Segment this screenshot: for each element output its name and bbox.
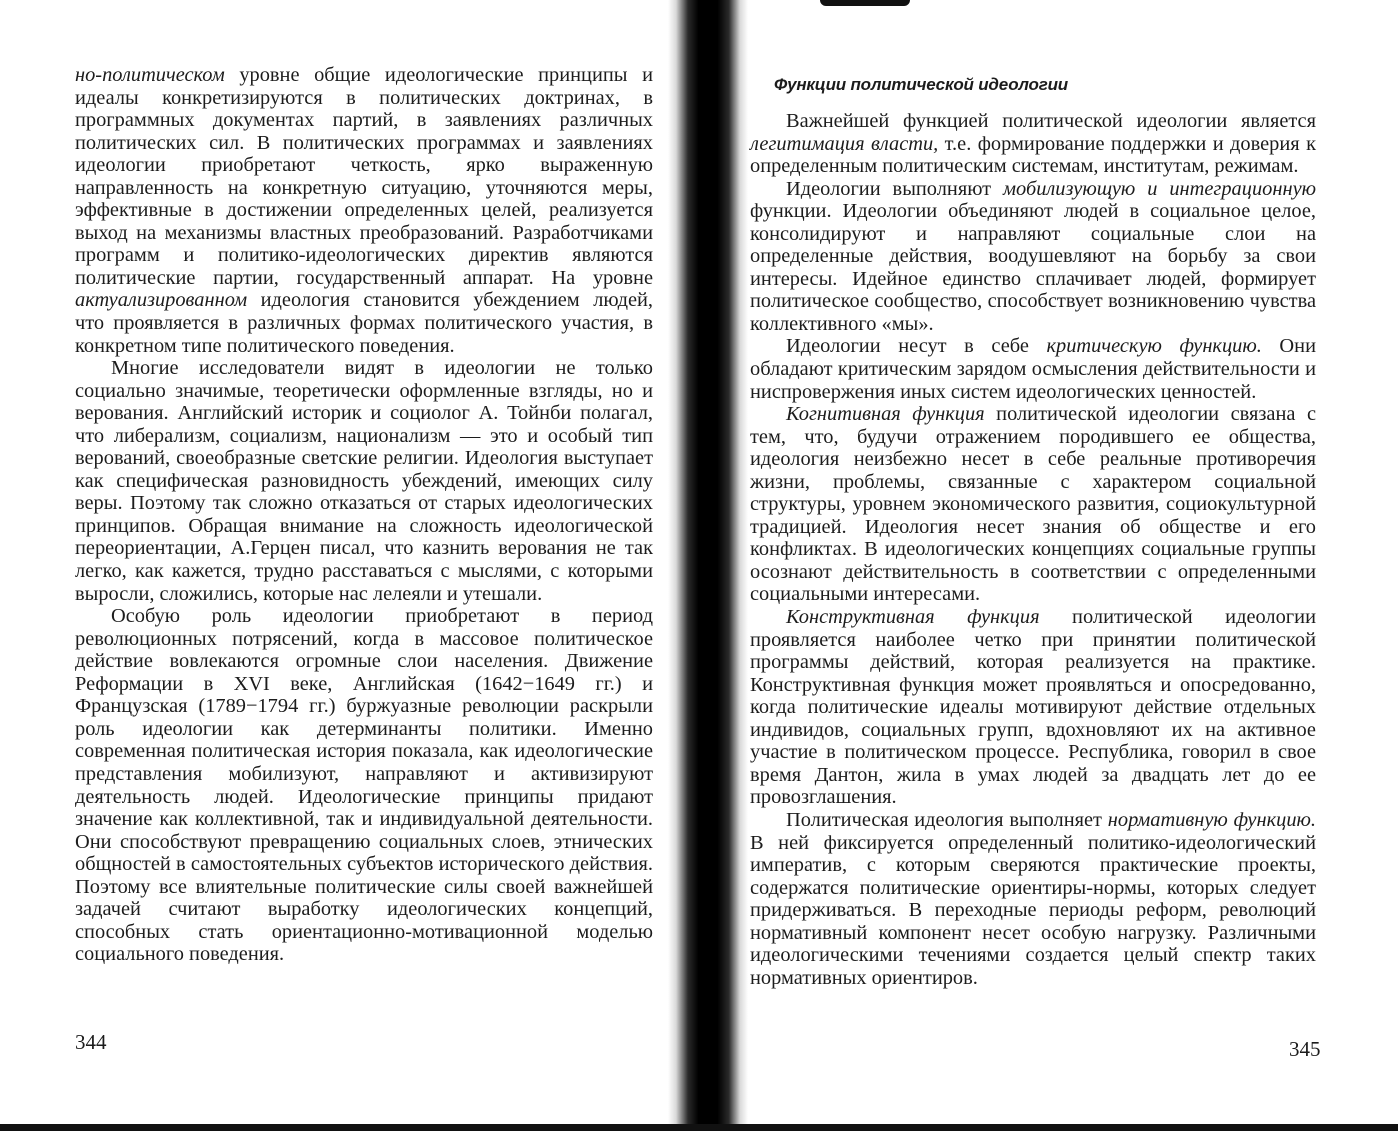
paragraph-text: политической идеологии связана с тем, что, будучи отражением породившего ее общества, идеология неизбежно несет в себе реальные противоречия жизни, проблемы, связанные с характером социальной структуры, уровнем экономического развития, социокультурной традицией. Идеология несет знания об обществе и его конфликтах. В идеологических концепциях социальные группы осознают действительность в соответствии с определенными социальными интересами. xyxy=(750,403,1316,606)
right-paragraph-5 xyxy=(750,606,1316,809)
paragraph-text: Идеологии несут в себе xyxy=(786,335,1047,358)
italic-term: но-политическом xyxy=(75,64,225,86)
right-page xyxy=(750,64,1316,989)
paragraph-text: Они обладают критическим зарядом осмысления действительности и ниспровержения иных систем идеологических ценностей. xyxy=(750,335,1316,403)
paragraph-text: политической идеологии проявляется наиболее четко при принятии политической программы действий, которая реализуется на практике. Конструктивная функция может проявляться и опосредованно, когда политические идеалы мотивируют действие отдельных индивидов, социальных групп, вдохновляют их на активное участие в политическом процессе. Республика, говорил в свое время Дантон, жила в умах людей за двадцать лет до ее провозглашения. xyxy=(750,606,1316,809)
paragraph-text: т.е. формирование поддержки и доверия к определенным политическим системам, институтам, режимам. xyxy=(750,132,1316,178)
scan-artifact xyxy=(820,0,910,6)
paragraph-text: В ней фиксируется определенный политико-идеологический императив, с которым сверяются практические проекты, содержатся политические ориентиры-нормы, которых следует придерживаться. В переходные периоды реформ, революций нормативный компонент несет особую нагрузку. Различными идеологическими течениями создается целый спектр таких нормативных ориентиров. xyxy=(750,831,1316,989)
page-number-left: 344 xyxy=(75,1030,107,1054)
paragraph-text: идеология становится убеждением людей, что проявляется в различных формах политического участия, в конкретном типе политического поведения. xyxy=(75,289,653,357)
italic-term: нормативную функцию. xyxy=(1107,808,1316,831)
left-paragraph-1 xyxy=(75,64,653,357)
scan-edge xyxy=(0,1124,1398,1131)
left-paragraph-2: Многие исследователи видят в идеологии не только социально значимые, теоретически оформленные взгляды, но и верования. Английский историк и социолог А. Тойнби полагал, что либерализм, социализм, национализм — это и особый тип верований, своеобразные светские религии. Идеология выступает как специфическая разновидность убеждений, имеющих силу веры. Поэтому так сложно отказаться от старых идеологических принципов. Обращая внимание на сложность идеологической переориентации, А.Герцен писал, что казнить верования не так легко, как кажется, трудно расставаться с мыслями, с которыми выросли, сложились, которые нас лелеяли и утешали. xyxy=(75,357,653,605)
right-paragraph-3 xyxy=(750,335,1316,403)
right-paragraph-6 xyxy=(750,809,1316,989)
italic-term: критическую функцию. xyxy=(1046,335,1262,358)
paragraph-text: уровне общие идеологические принципы и идеалы конкретизируются в политических доктринах, в программных документах партий, в заявлениях различных политических сил. В политических программах и заявлениях идеологии приобретают четкость, ярко выраженную направленность на конкретную ситуацию, уточняются меры, эффективные в достижении определенных целей, реализуется выход на механизмы властных преобразований. Разработчиками программ и политико-идеологических директив являются политические партии, государственный аппарат. На уровне xyxy=(75,64,653,289)
paragraph-text: Важнейшей функцией политической идеологии является xyxy=(786,110,1316,132)
italic-term: Когнитивная функция xyxy=(786,403,985,426)
right-paragraph-2 xyxy=(750,178,1316,336)
section-heading: Функции политической идеологии xyxy=(774,75,1068,94)
italic-term: легитимация власти, xyxy=(750,132,939,155)
page-number-right: 345 xyxy=(1289,1037,1321,1061)
italic-term: Конструктивная функция xyxy=(786,606,1040,629)
italic-term: актуализированном xyxy=(75,289,248,312)
book-gutter xyxy=(668,0,748,1131)
italic-term: мобилизующую и интеграционную xyxy=(1003,177,1316,200)
paragraph-text: Политическая идеология выполняет xyxy=(786,808,1108,831)
left-page xyxy=(75,64,653,966)
right-paragraph-1 xyxy=(750,110,1316,178)
right-paragraph-4 xyxy=(750,403,1316,606)
paragraph-text: функции. Идеологии объединяют людей в социальное целое, консолидируют и направляют социальные слои на определенные действия, воодушевляют на борьбу за свои интересы. Идейное единство сплачивает людей, формирует политическое сообщество, способствует возникновению чувства коллективного «мы». xyxy=(750,200,1316,335)
paragraph-text: Идеологии выполняют xyxy=(786,177,1003,200)
left-paragraph-3: Особую роль идеологии приобретают в период революционных потрясений, когда в массовое политическое действие вовлекаются огромные слои населения. Движение Реформации в XVI веке, Английская (1642−1649 гг.) и Французская (1789−1794 гг.) буржуазные революции раскрыли роль идеологии как детерминанты политики. Именно современная политическая история показала, как идеологические представления мобилизуют, направляют и активизируют деятельность людей. Идеологические принципы придают значение как коллективной, так и индивидуальной деятельности. Они способствуют превращению социальных слоев, этнических общностей в самостоятельных субъектов исторического действия. Поэтому все влиятельные политические силы своей важнейшей задачей считают выработку идеологических концепций, способных стать ориентационно-мотивационной моделью социального поведения. xyxy=(75,605,653,966)
